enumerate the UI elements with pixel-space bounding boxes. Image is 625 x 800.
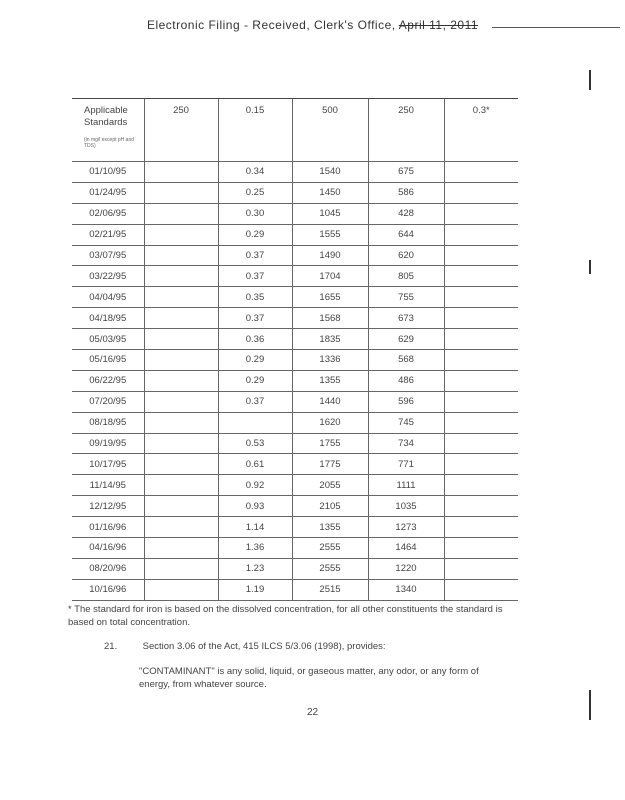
- value-cell: [444, 287, 518, 308]
- sample-date-cell: 01/10/95: [72, 162, 144, 183]
- sample-date-cell: 08/20/96: [72, 558, 144, 579]
- value-cell: [444, 538, 518, 559]
- value-cell: 568: [368, 350, 444, 371]
- value-cell: 2105: [292, 496, 368, 517]
- table-row: [72, 412, 518, 433]
- value-cell: 0.37: [218, 266, 292, 287]
- footnote: * The standard for iron is based on the dissolved concentration, for all other constituents the standard is based on total concentration.: [68, 604, 503, 628]
- table-row: [72, 203, 518, 224]
- value-cell: [444, 224, 518, 245]
- sample-date-cell: 10/16/96: [72, 579, 144, 600]
- table-row: [72, 350, 518, 371]
- value-cell: 1540: [292, 162, 368, 183]
- value-cell: 486: [368, 370, 444, 391]
- value-cell: 0.34: [218, 162, 292, 183]
- value-cell: 620: [368, 245, 444, 266]
- value-cell: [444, 496, 518, 517]
- sampling-results-table: [72, 98, 518, 601]
- value-cell: 745: [368, 412, 444, 433]
- value-cell: 734: [368, 433, 444, 454]
- value-cell: 586: [368, 182, 444, 203]
- table-row: [72, 433, 518, 454]
- sample-date-cell: 03/07/95: [72, 245, 144, 266]
- value-cell: [444, 266, 518, 287]
- value-cell: 2555: [292, 538, 368, 559]
- sample-date-cell: 06/22/95: [72, 370, 144, 391]
- table-row: [72, 496, 518, 517]
- paragraph-text: Section 3.06 of the Act, 415 ILCS 5/3.06 (1998), provides:: [142, 641, 386, 652]
- table-row: [72, 517, 518, 538]
- value-cell: 1355: [292, 517, 368, 538]
- table-row: [72, 224, 518, 245]
- value-cell: [444, 308, 518, 329]
- table-row: [72, 579, 518, 600]
- value-cell: 1.36: [218, 538, 292, 559]
- value-cell: [144, 475, 218, 496]
- paragraph-number: 21.: [104, 641, 118, 652]
- value-cell: 1775: [292, 454, 368, 475]
- value-cell: [444, 475, 518, 496]
- page-number: 22: [306, 707, 319, 718]
- value-cell: 0.36: [218, 329, 292, 350]
- header-rule: [492, 27, 620, 28]
- value-cell: 1490: [292, 245, 368, 266]
- value-cell: 1450: [292, 182, 368, 203]
- value-cell: [144, 558, 218, 579]
- value-cell: 0.92: [218, 475, 292, 496]
- standard-value: 0.3*: [444, 99, 518, 162]
- value-cell: [144, 412, 218, 433]
- value-cell: [144, 203, 218, 224]
- sample-date-cell: 05/16/95: [72, 350, 144, 371]
- value-cell: [144, 496, 218, 517]
- filing-header-date: April 11, 2011: [398, 18, 479, 32]
- value-cell: [144, 370, 218, 391]
- standards-label-cell: [72, 99, 144, 162]
- value-cell: 1111: [368, 475, 444, 496]
- value-cell: [444, 182, 518, 203]
- value-cell: [144, 538, 218, 559]
- value-cell: [144, 433, 218, 454]
- value-cell: 0.37: [218, 245, 292, 266]
- value-cell: 771: [368, 454, 444, 475]
- value-cell: [144, 329, 218, 350]
- value-cell: [444, 245, 518, 266]
- sample-date-cell: 04/18/95: [72, 308, 144, 329]
- value-cell: 1340: [368, 579, 444, 600]
- table-row: [72, 308, 518, 329]
- standards-sub-label: (in mg/l except pH and TDS): [84, 137, 135, 149]
- value-cell: 428: [368, 203, 444, 224]
- value-cell: [444, 454, 518, 475]
- standard-value: 500: [292, 99, 368, 162]
- value-cell: [144, 182, 218, 203]
- standard-value: 250: [368, 99, 444, 162]
- value-cell: 1045: [292, 203, 368, 224]
- value-cell: [444, 412, 518, 433]
- value-cell: 1620: [292, 412, 368, 433]
- value-cell: 1355: [292, 370, 368, 391]
- value-cell: [444, 558, 518, 579]
- table-row: [72, 266, 518, 287]
- sample-date-cell: 08/18/95: [72, 412, 144, 433]
- value-cell: 1464: [368, 538, 444, 559]
- value-cell: [144, 391, 218, 412]
- value-cell: 1568: [292, 308, 368, 329]
- value-cell: [144, 224, 218, 245]
- table-row: [72, 162, 518, 183]
- table-row: [72, 538, 518, 559]
- value-cell: [144, 350, 218, 371]
- standards-label: Applicable Standards: [84, 105, 128, 128]
- value-cell: 1555: [292, 224, 368, 245]
- table-row: [72, 329, 518, 350]
- value-cell: 1655: [292, 287, 368, 308]
- value-cell: 0.53: [218, 433, 292, 454]
- sample-date-cell: 01/16/96: [72, 517, 144, 538]
- value-cell: [218, 412, 292, 433]
- filing-header: [0, 18, 625, 32]
- paragraph-21: [104, 641, 524, 652]
- value-cell: [444, 162, 518, 183]
- table-row: [72, 370, 518, 391]
- standard-value: 250: [144, 99, 218, 162]
- value-cell: [444, 370, 518, 391]
- value-cell: [144, 287, 218, 308]
- value-cell: [444, 203, 518, 224]
- value-cell: [144, 245, 218, 266]
- value-cell: [144, 579, 218, 600]
- value-cell: 0.29: [218, 224, 292, 245]
- table-row: [72, 475, 518, 496]
- table-row: [72, 558, 518, 579]
- table-row: [72, 245, 518, 266]
- value-cell: 0.37: [218, 308, 292, 329]
- sample-date-cell: 07/20/95: [72, 391, 144, 412]
- sample-date-cell: 11/14/95: [72, 475, 144, 496]
- value-cell: [144, 162, 218, 183]
- filing-header-text: Electronic Filing - Received, Clerk's Office,: [146, 18, 396, 32]
- value-cell: 1336: [292, 350, 368, 371]
- value-cell: 0.30: [218, 203, 292, 224]
- sample-date-cell: 03/22/95: [72, 266, 144, 287]
- sample-date-cell: 04/16/96: [72, 538, 144, 559]
- value-cell: 675: [368, 162, 444, 183]
- value-cell: [444, 579, 518, 600]
- value-cell: 0.29: [218, 370, 292, 391]
- contaminant-definition: "CONTAMINANT" is any solid, liquid, or gaseous matter, any odor, or any form of energy, from whatever source.: [139, 666, 479, 690]
- value-cell: [444, 517, 518, 538]
- value-cell: 629: [368, 329, 444, 350]
- value-cell: 673: [368, 308, 444, 329]
- value-cell: [444, 329, 518, 350]
- sample-date-cell: 12/12/95: [72, 496, 144, 517]
- sample-date-cell: 09/19/95: [72, 433, 144, 454]
- value-cell: [144, 308, 218, 329]
- value-cell: 0.25: [218, 182, 292, 203]
- table-row: [72, 287, 518, 308]
- standard-value: 0.15: [218, 99, 292, 162]
- sample-date-cell: 05/03/95: [72, 329, 144, 350]
- value-cell: 0.37: [218, 391, 292, 412]
- value-cell: 1220: [368, 558, 444, 579]
- value-cell: 0.29: [218, 350, 292, 371]
- value-cell: 1273: [368, 517, 444, 538]
- value-cell: 1035: [368, 496, 444, 517]
- value-cell: 755: [368, 287, 444, 308]
- sample-date-cell: 04/04/95: [72, 287, 144, 308]
- sample-date-cell: 02/06/95: [72, 203, 144, 224]
- sample-date-cell: 01/24/95: [72, 182, 144, 203]
- table-row: [72, 182, 518, 203]
- value-cell: 0.35: [218, 287, 292, 308]
- table-row: [72, 454, 518, 475]
- value-cell: [444, 433, 518, 454]
- value-cell: 1755: [292, 433, 368, 454]
- value-cell: 805: [368, 266, 444, 287]
- value-cell: 2515: [292, 579, 368, 600]
- value-cell: 596: [368, 391, 444, 412]
- sample-date-cell: 10/17/95: [72, 454, 144, 475]
- value-cell: 1440: [292, 391, 368, 412]
- value-cell: [144, 454, 218, 475]
- edge-mark: [589, 70, 591, 90]
- edge-mark: [589, 260, 591, 274]
- value-cell: 1.19: [218, 579, 292, 600]
- value-cell: 0.93: [218, 496, 292, 517]
- table-row: [72, 391, 518, 412]
- sample-date-cell: 02/21/95: [72, 224, 144, 245]
- value-cell: [444, 391, 518, 412]
- value-cell: [144, 266, 218, 287]
- value-cell: 0.61: [218, 454, 292, 475]
- value-cell: [444, 350, 518, 371]
- value-cell: 1704: [292, 266, 368, 287]
- value-cell: [144, 517, 218, 538]
- value-cell: 1.23: [218, 558, 292, 579]
- value-cell: 644: [368, 224, 444, 245]
- value-cell: 1835: [292, 329, 368, 350]
- value-cell: 2055: [292, 475, 368, 496]
- value-cell: 2555: [292, 558, 368, 579]
- standards-row: [72, 99, 518, 162]
- value-cell: 1.14: [218, 517, 292, 538]
